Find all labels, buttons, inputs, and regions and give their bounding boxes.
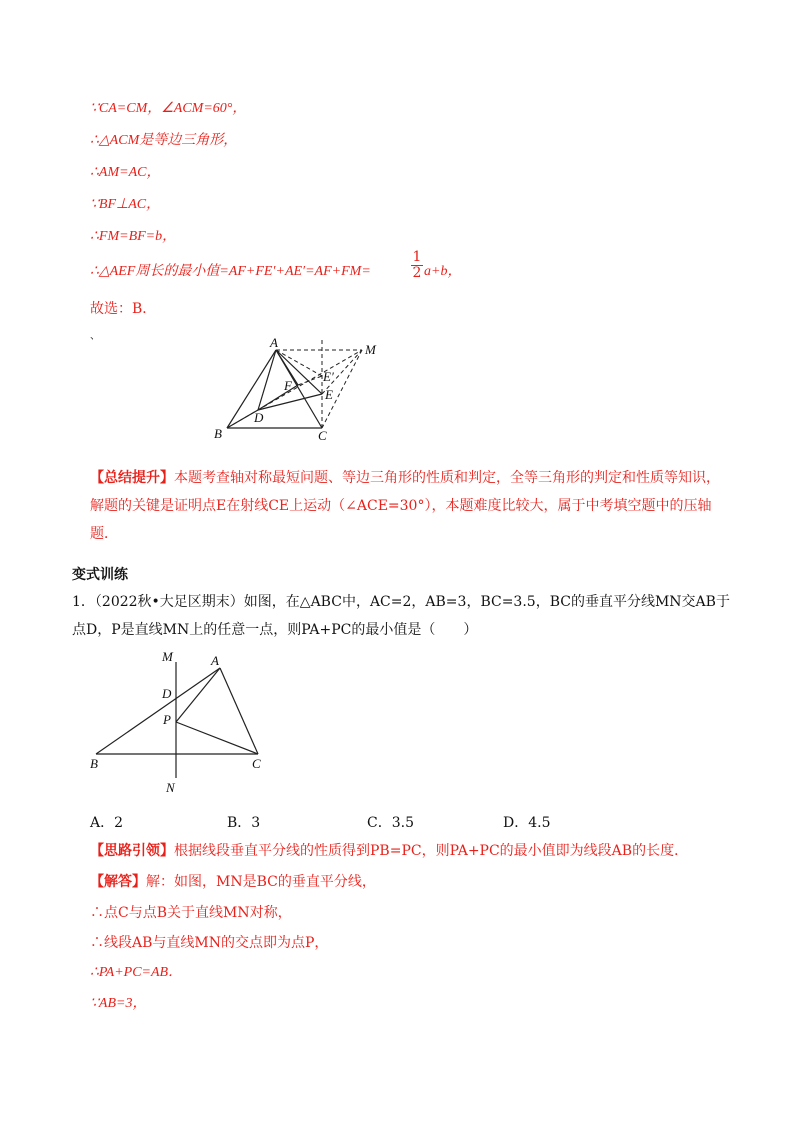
hint-tag: 【思路引领】 — [90, 843, 174, 859]
fig2-label-M: M — [162, 649, 173, 664]
solution-line-3: ∴AM=AC， — [90, 165, 161, 180]
solution-line-1: ∵CA=CM，∠ACM=60°， — [90, 101, 247, 116]
fig1-label-A: A — [270, 335, 278, 350]
answer-line-2: ∴点C与点B关于直线MN对称， — [90, 905, 292, 921]
answer-line-4: ∴PA+PC=AB． — [90, 965, 183, 980]
question-text: （2022秋•大足区期末）如图，在△ABC中，AC=2，AB=3，BC=3.5，BC的垂直平分线MN交AB于点D，P是直线MN上的任意一点，则PA+PC的最小值是（ ） — [72, 594, 730, 638]
fig2-label-A: A — [211, 653, 219, 668]
question-number: 1． — [72, 594, 95, 610]
fig2-label-P: P — [163, 712, 171, 727]
fig1-label-M: M — [365, 342, 376, 357]
solution-line-5: ∴FM=BF=b， — [90, 229, 177, 244]
answer-line-1 — [90, 873, 376, 891]
option-d: D．4.5 — [503, 815, 551, 831]
hint-text: 根据线段垂直平分线的性质得到PB=PC，则PA+PC的最小值即为线段AB的长度． — [174, 843, 689, 859]
fig2-label-C: C — [252, 756, 261, 771]
fig1-label-B: B — [214, 426, 222, 441]
fraction-numerator: 1 — [412, 249, 422, 265]
option-c: C．3.5 — [367, 815, 414, 831]
fig1-label-D: D — [254, 410, 264, 425]
answer-tag: 【解答】 — [90, 874, 146, 890]
answer-line-5: ∵AB=3， — [90, 996, 147, 1011]
fig2-label-B: B — [90, 756, 98, 771]
option-b: B．3 — [227, 815, 261, 831]
fraction-denominator: 2 — [412, 265, 422, 281]
solution-line-4: ∵BF⊥AC， — [90, 197, 161, 212]
fig1-label-C: C — [318, 428, 327, 443]
fig1-label-F: F — [284, 378, 292, 393]
fig2-segment-PA — [176, 668, 220, 722]
fig2-segment-AB — [96, 668, 220, 754]
solution-line-2: ∴△ACM是等边三角形， — [90, 133, 238, 148]
stray-mark: 、 — [90, 331, 100, 342]
summary-text: 本题考查轴对称最短问题、等边三角形的性质和判定，全等三角形的判定和性质等知识，解题的关键是证明点E在射线CE上运动（∠ACE=30°），本题难度比较大，属于中考填空题中的压轴题． — [90, 470, 720, 542]
solution-line-6-suffix: a+b， — [424, 264, 462, 279]
hint-line — [90, 842, 688, 860]
answer-text-1: 解：如图，MN是BC的垂直平分线， — [146, 874, 376, 890]
fig2-label-N: N — [166, 780, 175, 795]
solution-line-6-prefix: ∴△AEF周长的最小值=AF+FE′+AE′=AF+FM= — [90, 264, 371, 279]
section-title: 变式训练 — [72, 567, 128, 583]
summary-tag: 【总结提升】 — [90, 470, 174, 486]
solution-line-7: 故选：B． — [90, 301, 157, 317]
answer-line-3: ∴线段AB与直线MN的交点即为点P， — [90, 935, 329, 951]
fig1-label-E: E — [325, 387, 333, 402]
fig2-label-D: D — [162, 686, 172, 701]
option-a: A．2 — [90, 815, 124, 831]
fig1-label-E1: E′ — [323, 369, 334, 384]
